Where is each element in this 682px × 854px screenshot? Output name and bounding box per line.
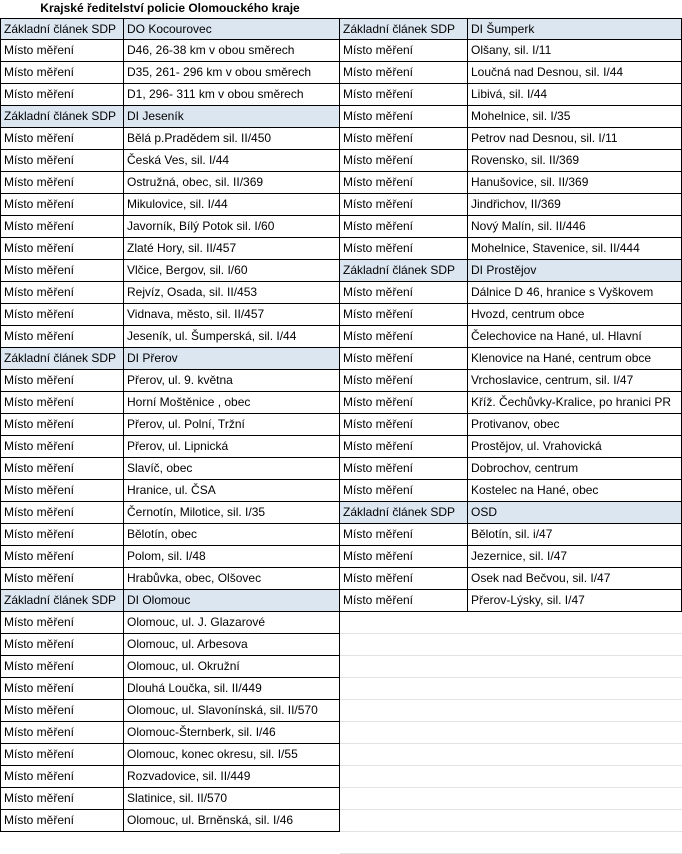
row-label-cell[interactable]: Místo měření [0, 678, 124, 700]
row-label-cell[interactable]: Místo měření [340, 62, 468, 84]
row-label-cell[interactable]: Místo měření [0, 480, 124, 502]
location-cell[interactable]: Olšany, sil. I/11 [468, 40, 682, 62]
location-cell[interactable]: Černotín, Milotice, sil. I/35 [124, 502, 340, 524]
location-cell[interactable]: Rozvadovice, sil. II/449 [124, 766, 340, 788]
location-cell[interactable]: Olomouc, ul. Slavonínská, sil. II/570 [124, 700, 340, 722]
grid-line [340, 809, 682, 810]
row-label-cell[interactable]: Místo měření [0, 722, 124, 744]
row-label-cell[interactable]: Místo měření [340, 194, 468, 216]
location-cell[interactable]: Libivá, sil. I/44 [468, 84, 682, 106]
location-cell[interactable]: Bělotín, sil. i/47 [468, 524, 682, 546]
section-label-cell[interactable]: Základní článek SDP [0, 590, 124, 612]
section-label-cell[interactable]: Základní článek SDP [0, 348, 124, 370]
location-cell[interactable]: Osek nad Bečvou, sil. I/47 [468, 568, 682, 590]
row-label-cell[interactable]: Místo měření [0, 546, 124, 568]
location-cell[interactable]: Vidnava, město, sil. II/457 [124, 304, 340, 326]
location-cell[interactable]: Čelechovice na Hané, ul. Hlavní [468, 326, 682, 348]
location-cell[interactable]: Hanušovice, sil. II/369 [468, 172, 682, 194]
row-label-cell[interactable]: Místo měření [0, 810, 124, 832]
location-cell[interactable]: Horní Moštěnice , obec [124, 392, 340, 414]
row-label-cell[interactable]: Místo měření [340, 436, 468, 458]
row-label-cell[interactable]: Místo měření [0, 304, 124, 326]
row-label-cell[interactable]: Místo měření [0, 216, 124, 238]
grid-line [340, 721, 682, 722]
row-label-cell[interactable]: Místo měření [0, 150, 124, 172]
location-cell[interactable]: Rovensko, sil. II/369 [468, 150, 682, 172]
location-cell[interactable]: D35, 261- 296 km v obou směrech [124, 62, 340, 84]
location-cell[interactable]: Přerov, ul. 9. května [124, 370, 340, 392]
section-name-cell[interactable]: DO Kocourovec [124, 18, 340, 40]
location-cell[interactable]: Klenovice na Hané, centrum obce [468, 348, 682, 370]
grid-line [340, 743, 682, 744]
location-cell[interactable]: Mohelnice, sil. I/35 [468, 106, 682, 128]
row-label-cell[interactable]: Místo měření [0, 172, 124, 194]
section-name-cell[interactable]: DI Šumperk [468, 18, 682, 40]
section-label-cell[interactable]: Základní článek SDP [340, 18, 468, 40]
section-name-cell[interactable]: DI Prostějov [468, 260, 682, 282]
grid-line [340, 655, 682, 656]
row-label-cell[interactable]: Místo měření [0, 744, 124, 766]
row-label-cell[interactable]: Místo měření [340, 458, 468, 480]
row-label-cell[interactable]: Místo měření [0, 502, 124, 524]
row-label-cell[interactable]: Místo měření [340, 480, 468, 502]
row-label-cell[interactable]: Místo měření [340, 326, 468, 348]
row-label-cell[interactable]: Místo měření [0, 392, 124, 414]
location-cell[interactable]: Hranice, ul. ČSA [124, 480, 340, 502]
row-label-cell[interactable]: Místo měření [0, 326, 124, 348]
location-cell[interactable]: Olomouc, ul. J. Glazarové [124, 612, 340, 634]
row-label-cell[interactable]: Místo měření [0, 40, 124, 62]
row-label-cell[interactable]: Místo měření [0, 568, 124, 590]
location-cell[interactable]: Protivanov, obec [468, 414, 682, 436]
row-label-cell[interactable]: Místo měření [340, 392, 468, 414]
row-label-cell[interactable]: Místo měření [340, 546, 468, 568]
section-label-cell[interactable]: Základní článek SDP [0, 106, 124, 128]
row-label-cell[interactable]: Místo měření [0, 656, 124, 678]
section-name-cell[interactable]: DI Jeseník [124, 106, 340, 128]
location-cell[interactable]: Mikulovice, sil. I/44 [124, 194, 340, 216]
location-cell[interactable]: Nový Malín, sil. II/446 [468, 216, 682, 238]
location-cell[interactable]: Olomouc, ul. Arbesova [124, 634, 340, 656]
location-cell[interactable]: Dálnice D 46, hranice s Vyškovem [468, 282, 682, 304]
location-cell[interactable]: Kostelec na Hané, obec [468, 480, 682, 502]
section-label-cell[interactable]: Základní článek SDP [0, 18, 124, 40]
row-label-cell[interactable]: Místo měření [340, 128, 468, 150]
sheet-title: Krajské ředitelství policie Olomouckého kraje [40, 1, 300, 15]
location-cell[interactable]: Polom, sil. I/48 [124, 546, 340, 568]
row-label-cell[interactable]: Místo měření [0, 524, 124, 546]
location-cell[interactable]: Přerov-Lýsky, sil. I/47 [468, 590, 682, 612]
grid-line [340, 831, 682, 832]
location-cell[interactable]: Jezernice, sil. I/47 [468, 546, 682, 568]
location-cell[interactable]: Mohelnice, Stavenice, sil. II/444 [468, 238, 682, 260]
grid-line [340, 633, 682, 634]
row-label-cell[interactable]: Místo měření [0, 700, 124, 722]
location-cell[interactable]: Přerov, ul. Polní, Tržní [124, 414, 340, 436]
row-label-cell[interactable]: Místo měření [0, 370, 124, 392]
row-label-cell[interactable]: Místo měření [340, 348, 468, 370]
location-cell[interactable]: Prostějov, ul. Vrahovická [468, 436, 682, 458]
row-label-cell[interactable]: Místo měření [340, 282, 468, 304]
location-cell[interactable]: Loučná nad Desnou, sil. I/44 [468, 62, 682, 84]
grid-line [340, 765, 682, 766]
location-cell[interactable]: Petrov nad Desnou, sil. I/11 [468, 128, 682, 150]
row-label-cell[interactable]: Místo měření [0, 260, 124, 282]
row-label-cell[interactable]: Místo měření [0, 238, 124, 260]
row-label-cell[interactable]: Místo měření [340, 414, 468, 436]
section-name-cell[interactable]: DI Olomouc [124, 590, 340, 612]
row-label-cell[interactable]: Místo měření [0, 458, 124, 480]
section-label-cell[interactable]: Základní článek SDP [340, 260, 468, 282]
location-cell[interactable]: D1, 296- 311 km v obou směrech [124, 84, 340, 106]
row-label-cell[interactable]: Místo měření [340, 216, 468, 238]
row-label-cell[interactable]: Místo měření [340, 568, 468, 590]
location-cell[interactable]: Jindřichov, II/369 [468, 194, 682, 216]
location-cell[interactable]: Dlouhá Loučka, sil. II/449 [124, 678, 340, 700]
section-name-cell[interactable]: OSD [468, 502, 682, 524]
row-label-cell[interactable]: Místo měření [0, 194, 124, 216]
location-cell[interactable]: Vlčice, Bergov, sil. I/60 [124, 260, 340, 282]
location-cell[interactable]: Bělá p.Pradědem sil. II/450 [124, 128, 340, 150]
location-cell[interactable]: Dobrochov, centrum [468, 458, 682, 480]
row-label-cell[interactable]: Místo měření [0, 436, 124, 458]
row-label-cell[interactable]: Místo měření [0, 84, 124, 106]
location-cell[interactable]: Česká Ves, sil. I/44 [124, 150, 340, 172]
location-cell[interactable]: Javorník, Bílý Potok sil. I/60 [124, 216, 340, 238]
row-label-cell[interactable]: Místo měření [0, 612, 124, 634]
grid-line [340, 787, 682, 788]
row-label-cell[interactable]: Místo měření [340, 524, 468, 546]
location-cell[interactable]: Hrabůvka, obec, Olšovec [124, 568, 340, 590]
row-label-cell[interactable]: Místo měření [0, 634, 124, 656]
location-cell[interactable]: Olomouc, konec okresu, sil. I/55 [124, 744, 340, 766]
row-label-cell[interactable]: Místo měření [0, 282, 124, 304]
location-cell[interactable]: Olomouc-Šternberk, sil. I/46 [124, 722, 340, 744]
location-cell[interactable]: Slavíč, obec [124, 458, 340, 480]
location-cell[interactable]: Vrchoslavice, centrum, sil. I/47 [468, 370, 682, 392]
location-cell[interactable]: Rejvíz, Osada, sil. II/453 [124, 282, 340, 304]
location-cell[interactable]: Olomouc, ul. Brněnská, sil. I/46 [124, 810, 340, 832]
grid-line [340, 677, 682, 678]
row-label-cell[interactable]: Místo měření [340, 172, 468, 194]
row-label-cell[interactable]: Místo měření [340, 238, 468, 260]
row-label-cell[interactable]: Místo měření [340, 106, 468, 128]
section-name-cell[interactable]: DI Přerov [124, 348, 340, 370]
grid-line [340, 699, 682, 700]
location-cell[interactable]: Bělotín, obec [124, 524, 340, 546]
row-label-cell[interactable]: Místo měření [340, 40, 468, 62]
row-label-cell[interactable]: Místo měření [0, 62, 124, 84]
row-label-cell[interactable]: Místo měření [340, 84, 468, 106]
location-cell[interactable]: Ostružná, obec, sil. II/369 [124, 172, 340, 194]
location-cell[interactable]: Zlaté Hory, sil. II/457 [124, 238, 340, 260]
row-label-cell[interactable]: Místo měření [340, 304, 468, 326]
row-label-cell[interactable]: Místo měření [0, 788, 124, 810]
row-label-cell[interactable]: Místo měření [0, 414, 124, 436]
row-label-cell[interactable]: Místo měření [0, 766, 124, 788]
section-label-cell[interactable]: Základní článek SDP [340, 502, 468, 524]
location-cell[interactable]: Hvozd, centrum obce [468, 304, 682, 326]
row-label-cell[interactable]: Místo měření [340, 370, 468, 392]
location-cell[interactable]: D46, 26-38 km v obou směrech [124, 40, 340, 62]
row-label-cell[interactable]: Místo měření [0, 128, 124, 150]
location-cell[interactable]: Olomouc, ul. Okružní [124, 656, 340, 678]
location-cell[interactable]: Jeseník, ul. Šumperská, sil. I/44 [124, 326, 340, 348]
row-label-cell[interactable]: Místo měření [340, 590, 468, 612]
location-cell[interactable]: Přerov, ul. Lipnická [124, 436, 340, 458]
location-cell[interactable]: Slatinice, sil. II/570 [124, 788, 340, 810]
location-cell[interactable]: Kříž. Čechůvky-Kralice, po hranici PR [468, 392, 682, 414]
row-label-cell[interactable]: Místo měření [340, 150, 468, 172]
